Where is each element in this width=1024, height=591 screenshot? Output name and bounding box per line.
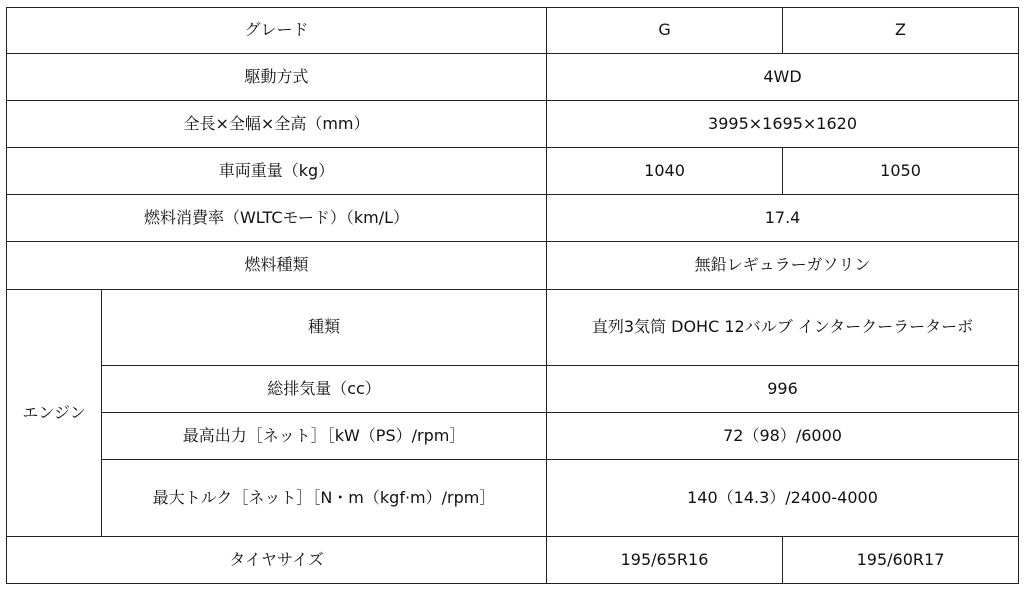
engine-type-value: 直列3気筒 DOHC 12バルブ インタークーラーターボ bbox=[547, 290, 1019, 366]
drive-value: 4WD bbox=[547, 54, 1019, 101]
dimensions-row bbox=[7, 101, 1019, 148]
grade-g: G bbox=[547, 8, 783, 54]
max-power-value: 72（98）/6000 bbox=[547, 413, 1019, 460]
weight-g: 1040 bbox=[547, 148, 783, 195]
fuel-economy-label: 燃料消費率（WLTCモード）（km/L） bbox=[7, 195, 547, 242]
max-power-label: 最高出力［ネット］［kW（PS）/rpm］ bbox=[102, 413, 547, 460]
engine-type-row bbox=[7, 290, 1019, 366]
displacement-label: 総排気量（cc） bbox=[102, 366, 547, 413]
displacement-value: 996 bbox=[547, 366, 1019, 413]
fuel-type-label: 燃料種類 bbox=[7, 242, 547, 290]
dimensions-value: 3995×1695×1620 bbox=[547, 101, 1019, 148]
tire-g: 195/65R16 bbox=[547, 537, 783, 584]
tire-z: 195/60R17 bbox=[783, 537, 1019, 584]
fuel-economy-value: 17.4 bbox=[547, 195, 1019, 242]
drive-label: 駆動方式 bbox=[7, 54, 547, 101]
fuel-economy-row bbox=[7, 195, 1019, 242]
weight-label: 車両重量（kg） bbox=[7, 148, 547, 195]
max-torque-row bbox=[7, 460, 1019, 537]
spec-table bbox=[6, 7, 1019, 584]
tire-label: タイヤサイズ bbox=[7, 537, 547, 584]
weight-row bbox=[7, 148, 1019, 195]
engine-type-label: 種類 bbox=[102, 290, 547, 366]
grade-label: グレード bbox=[7, 8, 547, 54]
grade-row bbox=[7, 8, 1019, 54]
weight-z: 1050 bbox=[783, 148, 1019, 195]
fuel-type-value: 無鉛レギュラーガソリン bbox=[547, 242, 1019, 290]
dimensions-label: 全長×全幅×全高（mm） bbox=[7, 101, 547, 148]
engine-group-label: エンジン bbox=[7, 290, 102, 537]
displacement-row bbox=[7, 366, 1019, 413]
drive-row bbox=[7, 54, 1019, 101]
tire-row bbox=[7, 537, 1019, 584]
max-torque-value: 140（14.3）/2400-4000 bbox=[547, 460, 1019, 537]
fuel-type-row bbox=[7, 242, 1019, 290]
max-power-row bbox=[7, 413, 1019, 460]
max-torque-label: 最大トルク［ネット］［N・m（kgf·m）/rpm］ bbox=[102, 460, 547, 537]
grade-z: Z bbox=[783, 8, 1019, 54]
